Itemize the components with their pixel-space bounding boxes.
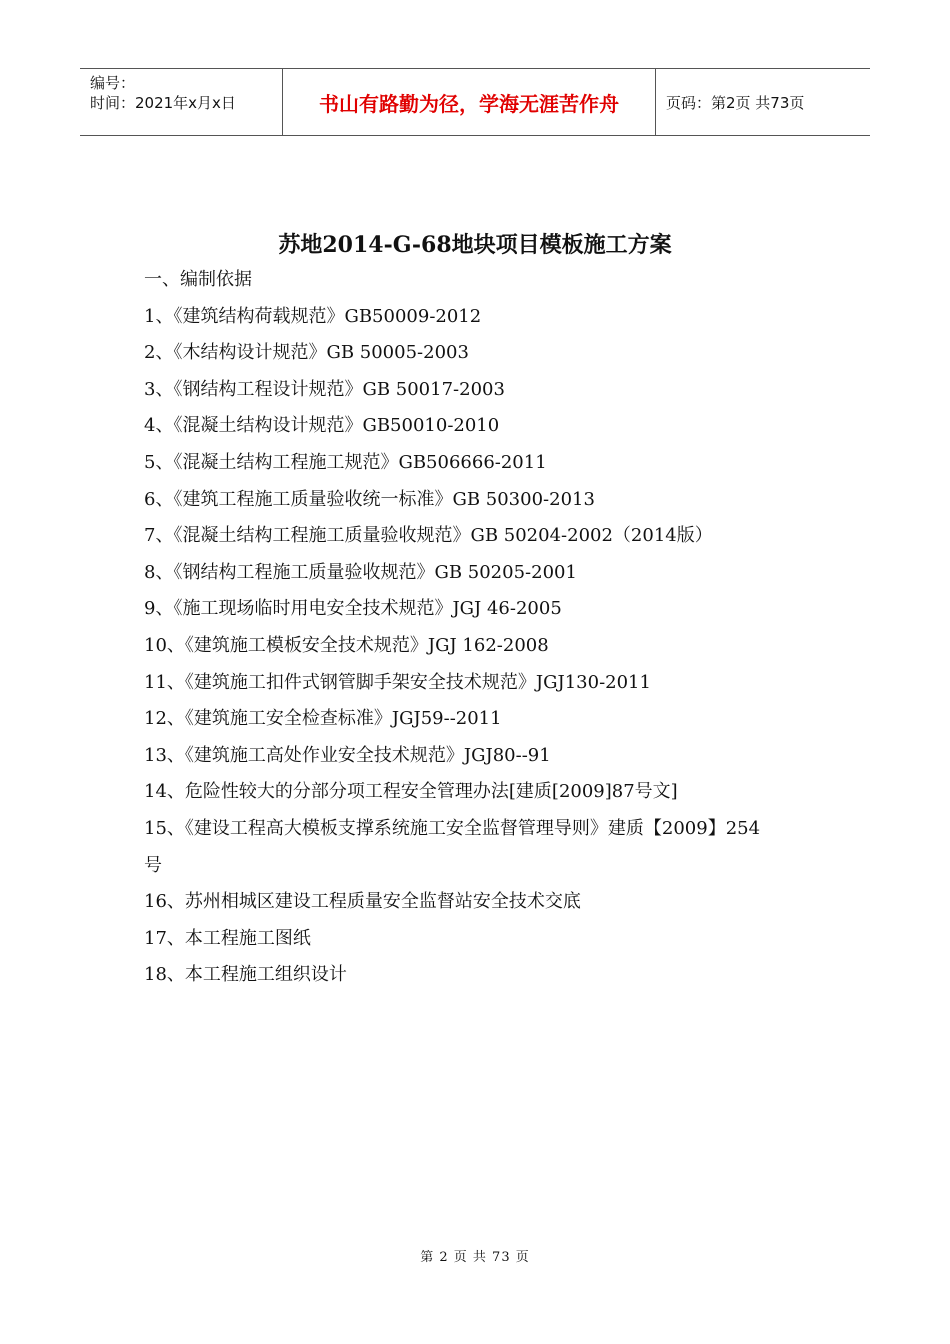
list-item: 4、《混凝土结构设计规范》GB50010-2010	[144, 415, 500, 437]
list-item: 10、《建筑施工模板安全技术规范》JGJ 162-2008	[144, 634, 549, 656]
list-item: 7、《混凝土结构工程施工质量验收规范》GB 50204-2002（2014版）	[144, 525, 713, 547]
header-time-label: 时间：2021年x月x日	[90, 94, 236, 112]
header-number-label: 编号：	[90, 74, 136, 92]
page-footer: 第 2 页 共 73 页	[420, 1250, 530, 1265]
list-item: 11、《建筑施工扣件式钢管脚手架安全技术规范》JGJ130-2011	[144, 671, 651, 693]
list-item: 12、《建筑施工安全检查标准》JGJ59--2011	[144, 708, 502, 730]
list-item: 2、《木结构设计规范》GB 50005-2003	[144, 342, 469, 364]
list-item: 1、《建筑结构荷载规范》GB50009-2012	[144, 305, 482, 327]
list-item: 16、苏州相城区建设工程质量安全监督站安全技术交底	[144, 891, 581, 913]
header-page-info: 页码：第2页 共73页	[666, 93, 805, 112]
list-item: 9、《施工现场临时用电安全技术规范》JGJ 46-2005	[144, 598, 562, 620]
list-item: 13、《建筑施工高处作业安全技术规范》JGJ80--91	[144, 744, 551, 766]
page-header	[80, 68, 870, 136]
header-meta-cell	[80, 69, 282, 135]
section-heading: 一、编制依据	[144, 269, 252, 290]
list-item-continuation: 号	[144, 854, 162, 876]
list-item: 14、危险性较大的分部分项工程安全管理办法[建质[2009]87号文]	[144, 781, 678, 803]
list-item: 3、《钢结构工程设计规范》GB 50017-2003	[144, 378, 505, 400]
header-motto: 书山有路勤为径，学海无涯苦作舟	[282, 69, 656, 135]
list-item: 8、《钢结构工程施工质量验收规范》GB 50205-2001	[144, 561, 577, 583]
list-item: 17、本工程施工图纸	[144, 927, 311, 949]
list-item: 6、《建筑工程施工质量验收统一标准》GB 50300-2013	[144, 488, 595, 510]
list-item: 15、《建设工程高大模板支撑系统施工安全监督管理导则》建质【2009】254	[144, 817, 761, 839]
document-body	[144, 262, 804, 994]
list-item: 18、本工程施工组织设计	[144, 964, 347, 986]
document-title: 苏地2014-G-68地块项目模板施工方案	[278, 232, 672, 258]
list-item: 5、《混凝土结构工程施工规范》GB506666-2011	[144, 451, 547, 473]
